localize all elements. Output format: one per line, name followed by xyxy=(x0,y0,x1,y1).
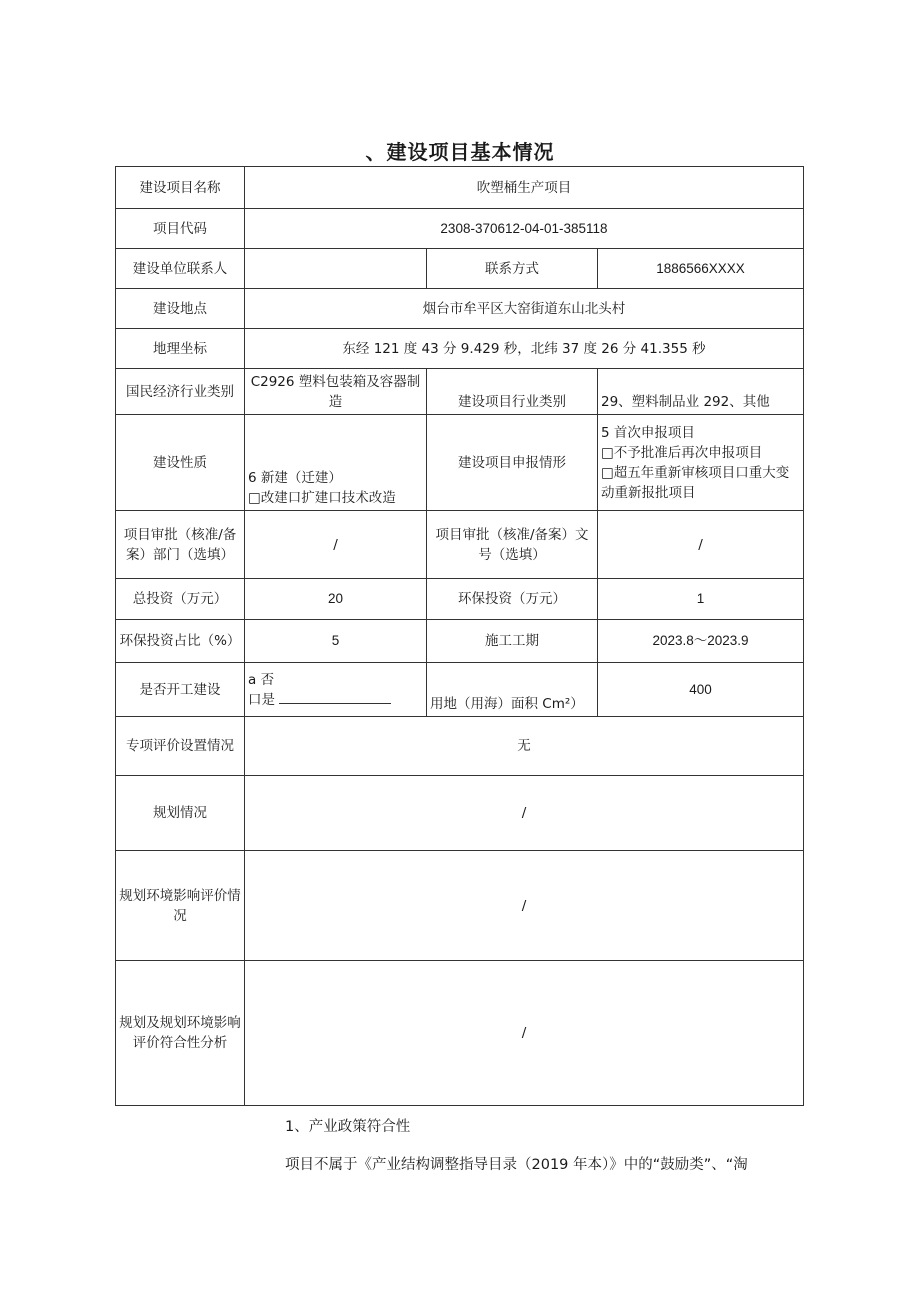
contact-value xyxy=(245,249,427,289)
started-option-yes-label: 口是 xyxy=(248,691,275,708)
project-code-value: 2308-370612-04-01-385118 xyxy=(245,209,804,249)
env-invest-value: 1 xyxy=(598,579,804,620)
industry-label: 国民经济行业类别 xyxy=(116,369,245,415)
special-eval-value: 无 xyxy=(245,717,804,776)
project-info-table xyxy=(115,166,804,1106)
table-row xyxy=(116,415,804,511)
plan-env-value: / xyxy=(245,851,804,961)
special-eval-label: 专项评价设置情况 xyxy=(116,717,245,776)
started-option-yes xyxy=(248,690,423,710)
project-code-label: 项目代码 xyxy=(116,209,245,249)
plan-label: 规划情况 xyxy=(116,776,245,851)
coords-label: 地理坐标 xyxy=(116,329,245,369)
project-name-value: 吹塑桶生产项目 xyxy=(245,167,804,209)
started-option-no: a 否 xyxy=(248,671,275,688)
table-row xyxy=(116,511,804,579)
page-title: 、建设项目基本情况 xyxy=(365,140,555,164)
table-row xyxy=(116,717,804,776)
declare-label: 建设项目申报情形 xyxy=(427,415,598,511)
table-row xyxy=(116,579,804,620)
nature-option: □改建口扩建口技术改造 xyxy=(248,490,396,506)
location-label: 建设地点 xyxy=(116,289,245,329)
project-industry-value: 29、塑料制品业 292、其他 xyxy=(598,369,804,415)
project-industry-label: 建设项目行业类别 xyxy=(427,369,598,415)
project-name-label: 建设项目名称 xyxy=(116,167,245,209)
contact-method-value: 1886566XXXX xyxy=(598,249,804,289)
contact-method-label: 联系方式 xyxy=(427,249,598,289)
table-row xyxy=(116,851,804,961)
table-row xyxy=(116,167,804,209)
body-paragraph: 项目不属于《产业结构调整指导目录（2019 年本）》中的“鼓励类”、“淘 xyxy=(285,1157,748,1173)
table-row xyxy=(116,620,804,663)
table-row xyxy=(116,249,804,289)
plan-value: / xyxy=(245,776,804,851)
table-row xyxy=(116,209,804,249)
coords-value: 东经 121 度 43 分 9.429 秒，北纬 37 度 26 分 41.355 秒 xyxy=(245,329,804,369)
started-label: 是否开工建设 xyxy=(116,663,245,717)
land-area-label: 用地（用海）面积 Cm²） xyxy=(427,663,598,717)
nature-label: 建设性质 xyxy=(116,415,245,511)
declare-option: □不予批准后再次申报项目 xyxy=(601,444,763,461)
declare-option: 5 首次申报项目 xyxy=(601,424,695,441)
approval-no-value: / xyxy=(598,511,804,579)
nature-option: 6 新建（迁建） xyxy=(248,470,342,486)
table-row xyxy=(116,329,804,369)
table-row xyxy=(116,663,804,717)
env-invest-label: 环保投资（万元） xyxy=(427,579,598,620)
plan-conform-value: / xyxy=(245,961,804,1106)
land-area-value: 400 xyxy=(598,663,804,717)
plan-env-label: 规划环境影响评价情况 xyxy=(116,851,245,961)
total-invest-label: 总投资（万元） xyxy=(116,579,245,620)
env-ratio-label: 环保投资占比（%） xyxy=(116,620,245,663)
declare-option: □超五年重新审核项目口重大变动重新报批项目 xyxy=(601,464,790,501)
started-date-blank xyxy=(279,691,391,704)
location-value: 烟台市牟平区大窑街道东山北头村 xyxy=(245,289,804,329)
construction-period-label: 施工工期 xyxy=(427,620,598,663)
declare-options xyxy=(598,415,804,511)
approval-dept-value: / xyxy=(245,511,427,579)
total-invest-value: 20 xyxy=(245,579,427,620)
table-row xyxy=(116,289,804,329)
started-options xyxy=(245,663,427,717)
nature-options xyxy=(245,415,427,511)
env-ratio-value: 5 xyxy=(245,620,427,663)
table-row xyxy=(116,776,804,851)
section-heading: 1、产业政策符合性 xyxy=(285,1119,411,1135)
industry-value: C2926 塑料包装箱及容器制造 xyxy=(245,369,427,415)
construction-period-value: 2023.8～2023.9 xyxy=(598,620,804,663)
table-row xyxy=(116,369,804,415)
approval-dept-label: 项目审批（核准/备案）部门（选填） xyxy=(116,511,245,579)
plan-conform-label: 规划及规划环境影响评价符合性分析 xyxy=(116,961,245,1106)
approval-no-label: 项目审批（核准/备案）文号（选填） xyxy=(427,511,598,579)
contact-label: 建设单位联系人 xyxy=(116,249,245,289)
table-row xyxy=(116,961,804,1106)
